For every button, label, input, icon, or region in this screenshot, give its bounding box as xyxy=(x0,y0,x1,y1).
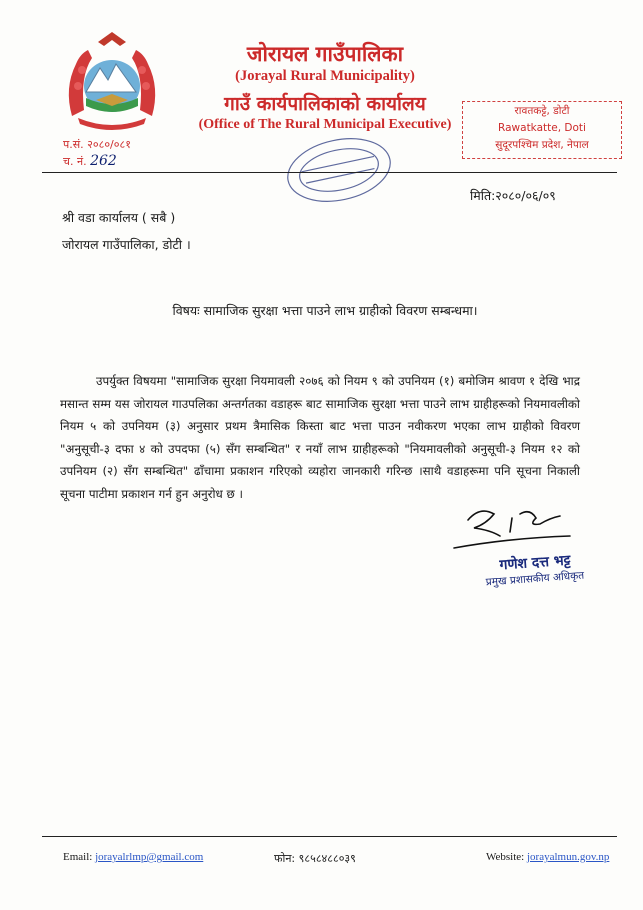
address-line-3: सुदूरपश्चिम प्रदेश, नेपाल xyxy=(495,139,589,151)
nepal-emblem-icon xyxy=(58,28,166,134)
phone-label: फोन: xyxy=(274,852,296,865)
signatory-title: प्रमुख प्रशासकीय अधिकृत xyxy=(485,569,585,589)
letter-subject: विषयः सामाजिक सुरक्षा भत्ता पाउने लाभ ग्राहीको विवरण सम्बन्धमा। xyxy=(172,303,478,318)
website-link[interactable]: jorayalmun.gov.np xyxy=(526,851,610,863)
address-line-1: रावतकट्टे, डोटी xyxy=(514,105,570,117)
phone-number: ९८५८४८८०३९ xyxy=(298,852,356,865)
dispatch-label: च. नं. xyxy=(63,155,87,168)
signature-icon xyxy=(450,498,580,552)
footer-website xyxy=(486,851,609,863)
office-name-en: (Office of The Rural Municipal Executive) xyxy=(198,117,452,132)
recipient-line-2: जोरायल गाउँपालिका, डोटी । xyxy=(62,237,191,252)
address-line-2: Rawatkatte, Doti xyxy=(498,122,586,134)
email-link[interactable]: jorayalrlmp@gmail.com xyxy=(95,851,204,863)
address-box xyxy=(462,101,622,159)
letter-date: मिति:२०८०/०६/०९ xyxy=(470,188,556,203)
footer-phone xyxy=(274,851,356,866)
website-label: Website: xyxy=(486,851,525,863)
office-name-np: गाउँ कार्यपालिकाको कार्यालय xyxy=(224,93,426,115)
municipality-name-np: जोरायल गाउँपालिका xyxy=(246,41,404,66)
fiscal-year: प.सं. २०८०/०८१ xyxy=(63,138,131,151)
dispatch-number-value: 262 xyxy=(90,153,117,169)
dispatch-number xyxy=(63,153,117,169)
office-stamp-icon xyxy=(282,134,397,206)
signatory-name: गणेश दत्त भट्ट xyxy=(499,552,572,574)
municipality-name-en: (Jorayal Rural Municipality) xyxy=(235,68,415,84)
letter-body: उपर्युक्त विषयमा "सामाजिक सुरक्षा नियमावली २०७६ को नियम ९ को उपनियम (१) बमोजिम श्रावण १ देखि भाद्र मसान्त सम्म यस जोरायल गाउपलिका अन्तर्गतका वडाहरू बाट सामाजिक सुरक्षा भत्ता पाउने लाभ ग्राहीहरूको नियमावलीको नियम ५ को उपनियम (३) अनुसार प्रथम त्रैमासिक किस्ता बाट भत्ता पाउन नवीकरण भएका लाभ ग्राहीको विवरण "अनुसूची-३ दफा ४ को उपदफा (५) सँग सम्बन्धित" र नयाँ लाभ ग्राहीहरूको "नियमावलीको अनुसूची-३ नियम १२ को उपनियम (२) सँग सम्बन्धित" ढाँचामा प्रकाशन गरिएको व्यहोरा जानकारी गरिन्छ ।साथै वडाहरूमा पनि सूचना निकाली सूचना पाटीमा प्रकाशन गर्न हुन अनुरोध छ । xyxy=(60,374,580,501)
footer-email xyxy=(63,851,203,863)
footer-divider xyxy=(42,836,617,837)
email-label: Email: xyxy=(63,851,93,863)
header-divider xyxy=(42,172,617,173)
recipient-line-1: श्री वडा कार्यालय ( सबै ) xyxy=(62,210,176,225)
